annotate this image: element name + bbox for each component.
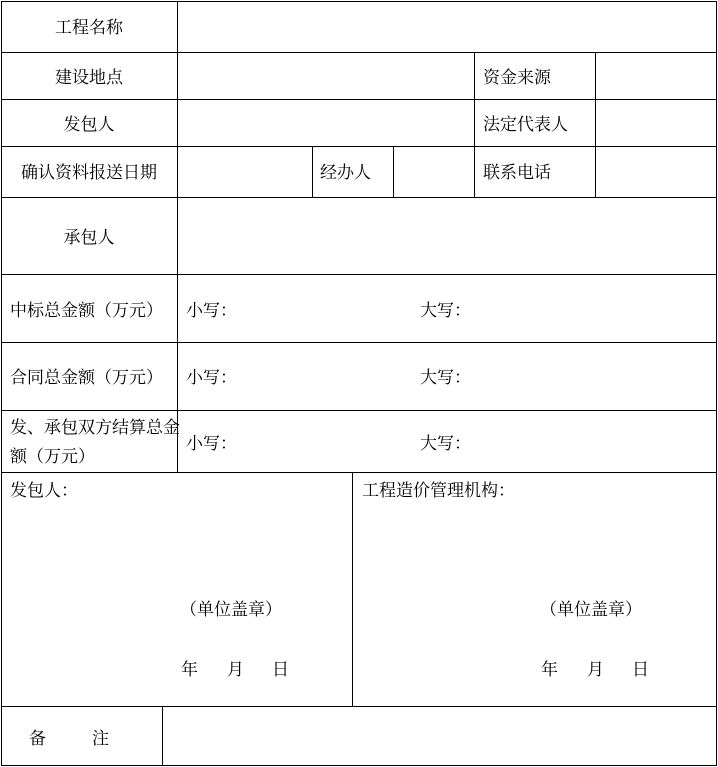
contract-amount-small-label: 小写： xyxy=(186,368,237,388)
employer-signature-area[interactable] xyxy=(2,505,352,705)
label-submit-date: 确认资料报送日期 xyxy=(21,163,157,183)
submit-date-field[interactable] xyxy=(178,147,312,197)
fund-source-field[interactable] xyxy=(596,53,716,99)
label-employer: 发包人 xyxy=(63,115,115,135)
employer-month: 月 xyxy=(227,660,244,680)
label-legal-rep: 法定代表人 xyxy=(483,115,568,135)
rule-row7 xyxy=(1,410,717,411)
settlement-amount-big-label: 大写： xyxy=(420,434,471,454)
rule-row5 xyxy=(1,274,717,275)
handler-field[interactable] xyxy=(394,147,474,197)
rule-bottom xyxy=(1,765,717,766)
bid-amount-small-label: 小写： xyxy=(186,301,237,321)
agency-day: 日 xyxy=(632,660,649,680)
employer-field[interactable] xyxy=(178,100,474,146)
agency-signature-area[interactable] xyxy=(353,505,716,705)
rule-row8 xyxy=(1,472,717,473)
bid-amount-big-label: 大写： xyxy=(420,301,471,321)
rule-row6 xyxy=(1,342,717,343)
label-phone: 联系电话 xyxy=(483,163,551,183)
settlement-amount-small-label: 小写： xyxy=(186,434,237,454)
employer-signature-title: 发包人： xyxy=(10,481,78,501)
project-name-field[interactable] xyxy=(178,2,716,52)
label-settlement-amount: 发、承包双方结算总金额（万元） xyxy=(10,418,180,467)
label-contractor: 承包人 xyxy=(63,228,115,248)
settlement-amount-small-field[interactable] xyxy=(235,418,410,466)
label-project-name: 工程名称 xyxy=(55,18,123,38)
legal-rep-field[interactable] xyxy=(596,100,716,146)
agency-year: 年 xyxy=(541,660,558,680)
remarks-label-char2: 注 xyxy=(92,729,109,749)
bid-amount-big-field[interactable] xyxy=(470,285,710,335)
label-fund-source: 资金来源 xyxy=(483,68,551,88)
contract-amount-big-label: 大写： xyxy=(420,368,471,388)
settlement-amount-big-field[interactable] xyxy=(470,418,710,466)
employer-day: 日 xyxy=(272,660,289,680)
employer-seal-text: （单位盖章） xyxy=(180,600,282,620)
label-handler: 经办人 xyxy=(320,163,371,183)
bid-amount-small-field[interactable] xyxy=(235,285,410,335)
rule-col-mid xyxy=(474,52,475,197)
label-contract-amount: 合同总金额（万元） xyxy=(10,368,163,388)
remarks-field[interactable] xyxy=(163,707,716,765)
agency-signature-title: 工程造价管理机构： xyxy=(362,481,515,501)
rule-handler-left xyxy=(312,146,313,197)
employer-year: 年 xyxy=(181,660,198,680)
agency-month: 月 xyxy=(587,660,604,680)
contract-amount-small-field[interactable] xyxy=(235,352,410,402)
label-location: 建设地点 xyxy=(55,68,123,88)
rule-right xyxy=(716,1,717,766)
agency-seal-text: （单位盖章） xyxy=(540,600,642,620)
location-field[interactable] xyxy=(178,53,474,99)
contract-amount-big-field[interactable] xyxy=(470,352,710,402)
remarks-label-char1: 备 xyxy=(29,729,46,749)
label-bid-amount: 中标总金额（万元） xyxy=(10,301,163,321)
phone-field[interactable] xyxy=(596,147,716,197)
contractor-field[interactable] xyxy=(178,198,716,274)
